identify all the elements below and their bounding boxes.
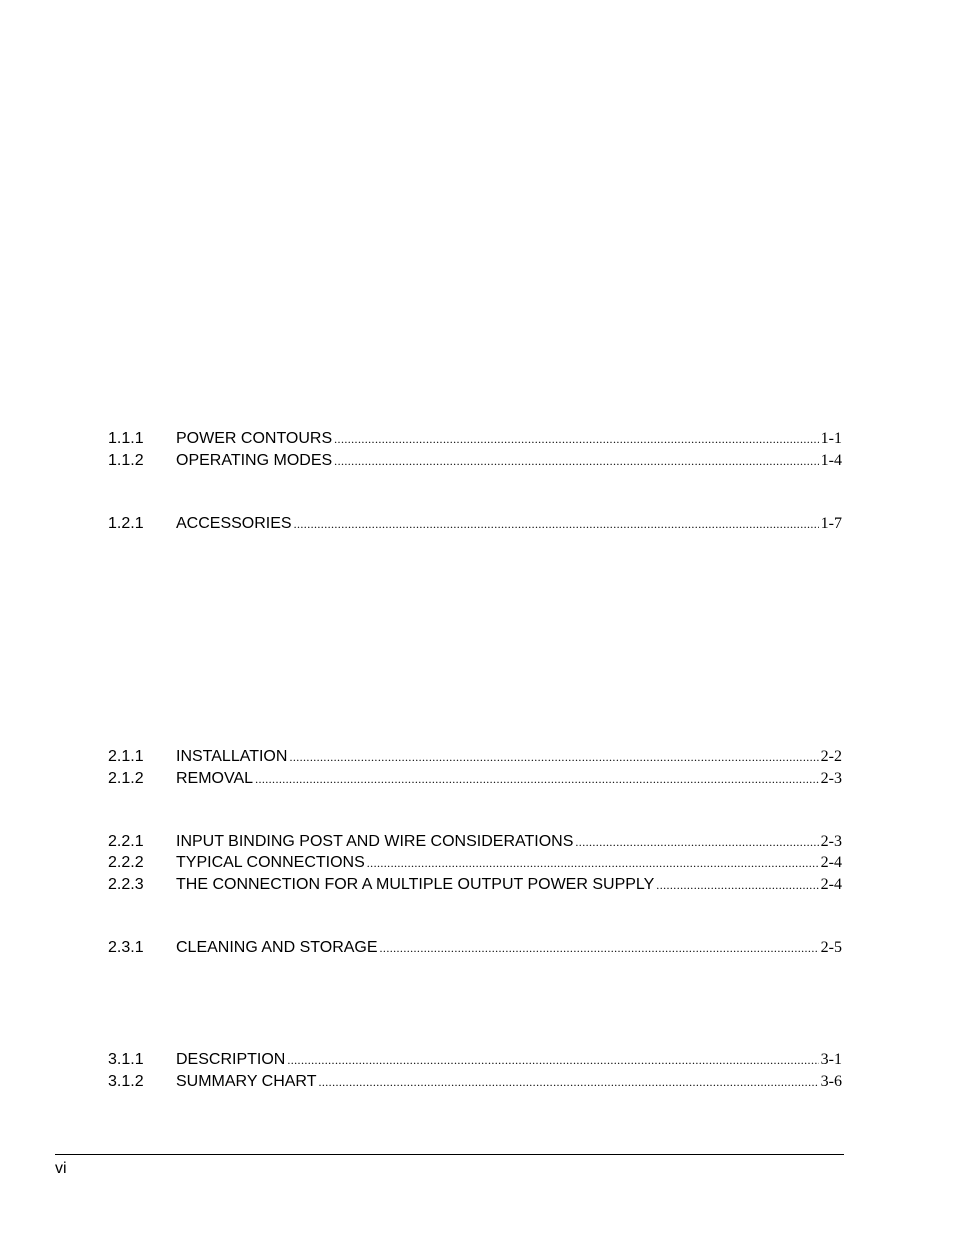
- toc-entry-page[interactable]: 3-6: [820, 1073, 842, 1090]
- toc-entry-page[interactable]: 2-2: [820, 748, 842, 765]
- toc-entry-title[interactable]: INPUT BINDING POST AND WIRE CONSIDERATIONS: [176, 833, 574, 850]
- toc-entry-title[interactable]: INSTALLATION: [176, 748, 288, 765]
- toc-entry[interactable]: [108, 875, 842, 895]
- toc-entry-number: 2.2.3: [108, 876, 144, 893]
- toc-entry-number: 2.1.1: [108, 748, 144, 765]
- toc-entry-title[interactable]: REMOVAL: [176, 770, 254, 787]
- footer-divider: [55, 1154, 844, 1155]
- toc-entry[interactable]: [108, 1072, 842, 1092]
- toc-dot-leader: [656, 875, 818, 895]
- toc-entry-number: 2.2.1: [108, 833, 144, 850]
- toc-entry-number: 1.1.1: [108, 430, 144, 447]
- toc-entry-number: 3.1.2: [108, 1073, 144, 1090]
- toc-entry[interactable]: [108, 1050, 842, 1070]
- toc-entry-number: 1.1.2: [108, 452, 144, 469]
- toc-entry-title[interactable]: POWER CONTOURS: [176, 430, 333, 447]
- toc-entry-page[interactable]: 2-3: [820, 833, 842, 850]
- toc-dot-leader: [287, 1050, 818, 1070]
- toc-entry-page[interactable]: 2-4: [820, 854, 842, 871]
- toc-entry[interactable]: [108, 451, 842, 471]
- toc-entry-number: 2.1.2: [108, 770, 144, 787]
- toc-entry[interactable]: [108, 938, 842, 958]
- toc-entry-page[interactable]: 2-5: [820, 939, 842, 956]
- toc-entry-page[interactable]: 1-7: [820, 515, 842, 532]
- toc-dot-leader: [294, 514, 819, 534]
- toc-entry-page[interactable]: 2-3: [820, 770, 842, 787]
- toc-entry-title[interactable]: TYPICAL CONNECTIONS: [176, 854, 365, 871]
- toc-entry[interactable]: [108, 853, 842, 873]
- toc-entry[interactable]: [108, 514, 842, 534]
- toc-entry-page[interactable]: 1-1: [820, 430, 842, 447]
- toc-entry-number: 1.2.1: [108, 515, 144, 532]
- toc-entry-title[interactable]: DESCRIPTION: [176, 1051, 286, 1068]
- toc-dot-leader: [255, 769, 819, 789]
- toc-entry[interactable]: [108, 429, 842, 449]
- toc-entry-title[interactable]: ACCESSORIES: [176, 515, 292, 532]
- toc-dot-leader: [334, 429, 819, 449]
- footer-page-number: vi: [55, 1160, 67, 1177]
- toc-entry-page[interactable]: 2-4: [820, 876, 842, 893]
- toc-dot-leader: [575, 832, 818, 852]
- toc-entry-number: 2.3.1: [108, 939, 144, 956]
- toc-entry[interactable]: [108, 769, 842, 789]
- toc-dot-leader: [318, 1072, 818, 1092]
- toc-entry-title[interactable]: THE CONNECTION FOR A MULTIPLE OUTPUT POWER SUPPLY: [176, 876, 655, 893]
- toc-entry-title[interactable]: SUMMARY CHART: [176, 1073, 317, 1090]
- toc-entry[interactable]: [108, 832, 842, 852]
- toc-dot-leader: [289, 747, 818, 767]
- toc-dot-leader: [380, 938, 819, 958]
- toc-entry-title[interactable]: CLEANING AND STORAGE: [176, 939, 378, 956]
- toc-dot-leader: [367, 853, 819, 873]
- toc-entry-title[interactable]: OPERATING MODES: [176, 452, 333, 469]
- toc-entry-number: 2.2.2: [108, 854, 144, 871]
- toc-entry-page[interactable]: 1-4: [820, 452, 842, 469]
- toc-entry-page[interactable]: 3-1: [820, 1051, 842, 1068]
- toc-dot-leader: [334, 451, 819, 471]
- toc-entry-number: 3.1.1: [108, 1051, 144, 1068]
- toc-entry[interactable]: [108, 747, 842, 767]
